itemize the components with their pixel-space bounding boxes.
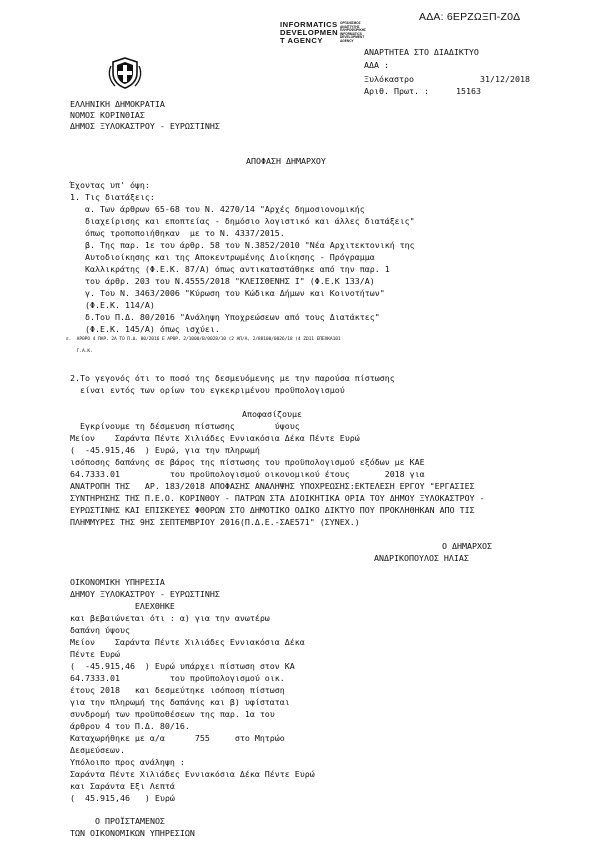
decision-line: ΠΛΗΜΜΥΡΕΣ ΤΗΣ 9ΗΣ ΣΕΠΤΕΜΒΡΙΟΥ 2016(Π.Δ.Ε.-ΣΑΕ571" (ΣΥΝΕΧ.) bbox=[70, 517, 360, 527]
considering-line: 1. Τις διατάξεις: bbox=[70, 192, 155, 202]
mayor-role: Ο ΔΗΜΑΡΧΟΣ bbox=[442, 541, 492, 551]
point-2-line: είναι εντός των ορίων του εγκεκριμένου προϋπολογισμού bbox=[70, 385, 345, 395]
finance-line: ( 45.915,46 ) Ευρώ bbox=[70, 793, 175, 803]
considering-line: όπως τροποποιήθηκαν με το Ν. 4337/2015. bbox=[70, 228, 285, 238]
decide-heading: Αποφασίζουμε bbox=[242, 409, 302, 419]
finance-line: συνδρομή των προϋποθέσεων της παρ. 1α του bbox=[70, 709, 275, 719]
logo-line-2: DEVELOPMEN bbox=[280, 28, 339, 37]
protocol-label: Αριθ. Πρωτ. : bbox=[364, 86, 429, 96]
logo-subtext: ΟΡΓΑΝΙΣΜΟΣ ΑΝΑΠΤΥΞΗΣ ΠΛΗΡΟΦΟΡΙΚΗΣ INFORMATICS DEVELOPMENT AGENCY bbox=[340, 21, 366, 43]
issue-place: Ξυλόκαστρο bbox=[364, 74, 414, 84]
document-title: ΑΠΟΦΑΣΗ ΔΗΜΑΡΧΟΥ bbox=[246, 156, 326, 166]
issue-date: 31/12/2018 bbox=[480, 74, 530, 84]
posted-online-label: ΑΝΑΡΤΗΤΕΑ ΣΤΟ ΔΙΑΔΙΚΤΥΟ bbox=[364, 47, 479, 57]
finance-line: έτους 2018 και δεσμεύτηκε ισόποση πίστωση bbox=[70, 685, 285, 695]
decision-line: ΕΥΡΩΣΤΙΝΗΣ ΚΑΙ ΕΠΙΣΚΕΥΕΣ ΦΘΟΡΩΝ ΣΤΟ ΔΗΜΟΤΙΚΟ ΟΔΙΚΟ ΔΙΚΤΥΟ ΠΟΥ ΠΡΟΚΛΗΘΗΚΑΝ ΑΠΟ ΤΙΣ bbox=[70, 505, 475, 515]
finance-line: Σαράντα Πέντε Χιλιάδες Εννιακόσια Δέκα Πέντε Ευρώ bbox=[70, 769, 315, 779]
ada-number-top: ΑΔΑ: 6ΕΡΖΩΞΠ-Ζ0Δ bbox=[419, 11, 521, 23]
finance-line: ΟΙΚΟΝΟΜΙΚΗ ΥΠΗΡΕΣΙΑ bbox=[70, 577, 165, 587]
finance-line: Υπόλοιπο προς ανάληψη : bbox=[70, 757, 185, 767]
issuer-line-1: ΕΛΛΗΝΙΚΗ ΔΗΜΟΚΡΑΤΙΑ bbox=[70, 99, 165, 109]
fine-print-line: Γ.Α.Κ. bbox=[66, 349, 93, 354]
considering-line: Καλλικράτης (Φ.Ε.Κ. 87/Α) όπως αντικαταστάθηκε από την παρ. 1 bbox=[70, 264, 390, 274]
finance-line: και βεβαιώνεται ότι : α) για την ανωτέρω bbox=[70, 613, 270, 623]
logo-line-3: T AGENCY bbox=[280, 36, 323, 45]
considering-line: (Φ.Ε.Κ. 114/Α) bbox=[70, 300, 155, 310]
finance-line: για την πληρωμή της δαπάνης και β) υφίσταται bbox=[70, 697, 290, 707]
decision-line: ( -45.915,46 ) Ευρώ, για την πληρωμή bbox=[70, 445, 260, 455]
issuer-line-3: ΔΗΜΟΣ ΞΥΛΟΚΑΣΤΡΟΥ - ΕΥΡΩΣΤΙΝΗΣ bbox=[70, 121, 220, 131]
finance-line: Πέντε Ευρώ bbox=[70, 649, 120, 659]
protocol-number: 15163 bbox=[456, 86, 481, 96]
finance-line: Μείον Σαράντα Πέντε Χιλιάδες Εννιακόσια Δέκα bbox=[70, 637, 305, 647]
considering-line: διαχείρισης και εποπτείας - δημόσιο λογιστικό και άλλες διατάξεις" bbox=[70, 216, 415, 226]
head-department: ΤΩΝ ΟΙΚΟΝΟΜΙΚΩΝ ΥΠΗΡΕΣΙΩΝ bbox=[70, 828, 195, 838]
finance-line: ΕΛΕΧΘΗΚΕ bbox=[70, 601, 175, 611]
considering-line: δ.Του Π.Δ. 80/2016 "Ανάληψη Υποχρεώσεων από τους Διατάκτες" bbox=[70, 312, 380, 322]
considering-line: α. Των άρθρων 65-68 του Ν. 4270/14 "Αρχές δημοσιονομικής bbox=[70, 204, 365, 214]
logo-line-1: INFORMATICS bbox=[280, 20, 338, 29]
considering-line: (Φ.Ε.Κ. 145/Α) όπως ισχύει. bbox=[70, 324, 220, 334]
decision-line: Εγκρίνουμε τη δέσμευση πίστωσης ύψους bbox=[70, 421, 300, 431]
finance-line: δαπάνη ύψους bbox=[70, 625, 130, 635]
finance-line: ΔΗΜΟΥ ΞΥΛΟΚΑΣΤΡΟΥ - ΕΥΡΩΣΤΙΝΗΣ bbox=[70, 589, 220, 599]
considering-line: γ. Του Ν. 3463/2006 "Κύρωση του Κώδικα Δήμων και Κοινοτήτων" bbox=[70, 288, 385, 298]
issuer-line-2: ΝΟΜΟΣ ΚΟΡΙΝΘΙΑΣ bbox=[70, 110, 145, 120]
fine-print-line: ε. ΑΡΘΡΟ 4 ΠΑΡ. 2Α ΤΟ Π.Δ. 80/2016 Ε ΑΡΘΡ. 2/1000/Β/0028/10 (2 ΑΠ/Α, 2/88100/0026/18 (4 ΖΩ11 ΕΠΕΧΚΑ101 bbox=[66, 337, 341, 342]
head-role: Ο ΠΡΟΪΣΤΑΜΕΝΟΣ bbox=[95, 816, 165, 826]
considering-line: Αυτοδιοίκησης και της Αποκεντρωμένης Διοίκησης - Πρόγραμμα bbox=[70, 252, 375, 262]
considering-line: Έχοντας υπ' όψη: bbox=[70, 180, 150, 190]
finance-line: Καταχωρήθηκε με α/α 755 στο Μητρώο bbox=[70, 733, 285, 743]
decision-line: ΑΝΑΤΡΟΠΗ ΤΗΣ ΑΡ. 183/2018 ΑΠΟΦΑΣΗΣ ΑΝΑΛΗΨΗΣ ΥΠΟΧΡΕΩΣΗΣ:ΕΚΤΕΛΕΣΗ ΕΡΓΟΥ "ΕΡΓΑΣΙΕΣ bbox=[70, 481, 475, 491]
finance-line: και Σαράντα Εξι Λεπτά bbox=[70, 781, 175, 791]
finance-line: ( -45.915,46 ) Ευρώ υπάρχει πίστωση στον ΚΑ bbox=[70, 661, 295, 671]
finance-line: 64.7333.01 του προϋπολογισμού οικ. bbox=[70, 673, 285, 683]
decision-line: ισόποσης δαπάνης σε βάρος της πίστωσης του προϋπολογισμού εξόδων με ΚΑΕ bbox=[70, 457, 425, 467]
point-2-line: 2.Το γεγονός ότι το ποσό της δεσμευόμενης με την παρούσα πίστωσης bbox=[70, 373, 395, 383]
ada-label: ΑΔΑ : bbox=[364, 60, 389, 70]
decision-line: ΣΥΝΤΗΡΗΣΗΣ ΤΗΣ Π.Ε.Ο. ΚΟΡΙΝΘΟΥ - ΠΑΤΡΩΝ ΣΤΑ ΔΙΟΙΚΗΤΙΚΑ ΟΡΙΑ ΤΟΥ ΔΗΜΟΥ ΞΥΛΟΚΑΣΤΡΟΥ - bbox=[70, 493, 485, 503]
greek-coat-of-arms-icon bbox=[108, 56, 142, 90]
decision-line: Μείον Σαράντα Πέντε Χιλιάδες Εννιακόσια Δέκα Πέντε Ευρώ bbox=[70, 433, 360, 443]
finance-line: Δεσμεύσεων. bbox=[70, 745, 125, 755]
considering-line: του άρθρ. 203 του Ν.4555/2018 "ΚΛΕΙΣΘΕΝΗΣ Ι" (Φ.Ε.Κ 133/Α) bbox=[70, 276, 375, 286]
considering-line: β. Της παρ. 1ε του άρθρ. 58 του Ν.3852/2010 "Νέα Αρχιτεκτονική της bbox=[70, 240, 415, 250]
mayor-name: ΑΝΔΡΙΚΟΠΟΥΛΟΣ ΗΛΙΑΣ bbox=[374, 553, 469, 563]
finance-line: άρθρου 4 του Π.Δ. 80/16. bbox=[70, 721, 190, 731]
decision-line: 64.7333.01 του προϋπολογισμού οικονομικού έτους 2018 για bbox=[70, 469, 425, 479]
